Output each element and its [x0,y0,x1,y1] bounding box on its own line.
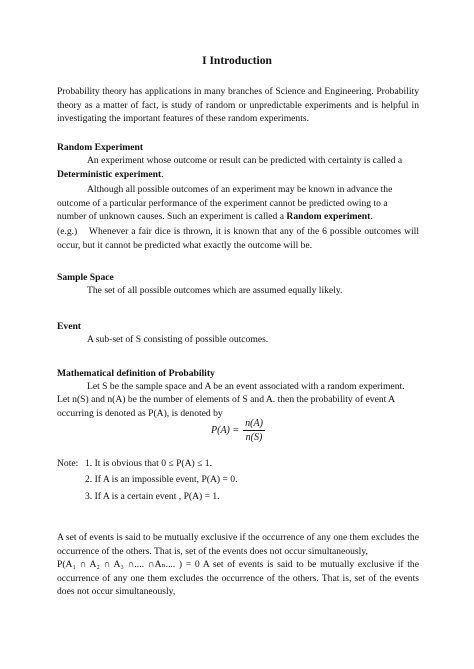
note-2: 2. If A is an impossible event, P(A) = 0. [85,474,238,485]
formula-numerator: n(A) [245,418,263,429]
formula-fraction [243,418,265,443]
math-def-heading: Mathematical definition of Probability [57,368,215,379]
random-experiment-heading: Random Experiment [57,142,144,153]
deterministic-paragraph: An experiment whose outcome or result can be predicted with certainty is called a Deterministic experiment. [57,155,403,180]
mutual-formula: P(A₁ ∩ A₂ ∩ A₃ ∩.... ∩Aₙ.... ) = 0 [57,559,200,570]
mutual-exclusive-paragraph: A set of events is said to be mutually exclusive if the occurrence of any one them excludes the occurrence of the others. That is, set of the events does not occur simultaneously, [57,532,419,557]
intro-paragraph: Probability theory has applications in many branches of Science and Engineering. Probability theory as a matter of fact, is study of random or unpredictable experiments and is helpful in investigating the important features of these random experiments. [57,86,419,125]
mutual-exclusive-formula-paragraph: P(A₁ ∩ A₂ ∩ A₃ ∩.... ∩Aₙ.... ) = 0 A set of events is said to be mutually exclusive if the occurrence of any one them excludes the occurrence of the others. That is, set of the events does not occur simultaneously, [57,559,419,598]
sample-space-heading: Sample Space [57,272,114,283]
deterministic-term: Deterministic experiment [57,168,162,180]
formula-denominator: n(S) [245,432,263,443]
random-term: Random experiment [286,211,371,223]
example-paragraph: (e.g.) Whenever a fair dice is thrown, it is known that any of the 6 possible outcomes will occur, but it cannot be predicted what exactly the outcome will be. [57,226,422,251]
formula-lhs: P(A) = [211,425,240,436]
note-1: 1. It is obvious that 0 ≤ P(A) ≤ 1. [85,458,212,469]
event-text: A sub-set of S consisting of possible outcomes. [87,334,269,345]
probability-formula [211,418,265,443]
note-label: Note: [57,458,79,469]
event-heading: Event [57,321,81,332]
math-def-p2: Let n(S) and n(A) be the number of elements of S and A. then the probability of event A occurring is denoted as P(A), is denoted by [57,394,395,419]
random-paragraph: Although all possible outcomes of an experiment may be known in advance the outcome of a particular performance of the experiment cannot be predicted owing to a number of unknown causes. Such an experiment is called a Random experiment. [57,184,393,223]
page-title: I Introduction [202,55,272,67]
math-def-p1: Let S be the sample space and A be an event associated with a random experiment. [87,381,405,392]
note-3: 3. If A is a certain event , P(A) = 1. [85,491,220,502]
sample-space-text: The set of all possible outcomes which are assumed equally likely. [87,285,343,296]
